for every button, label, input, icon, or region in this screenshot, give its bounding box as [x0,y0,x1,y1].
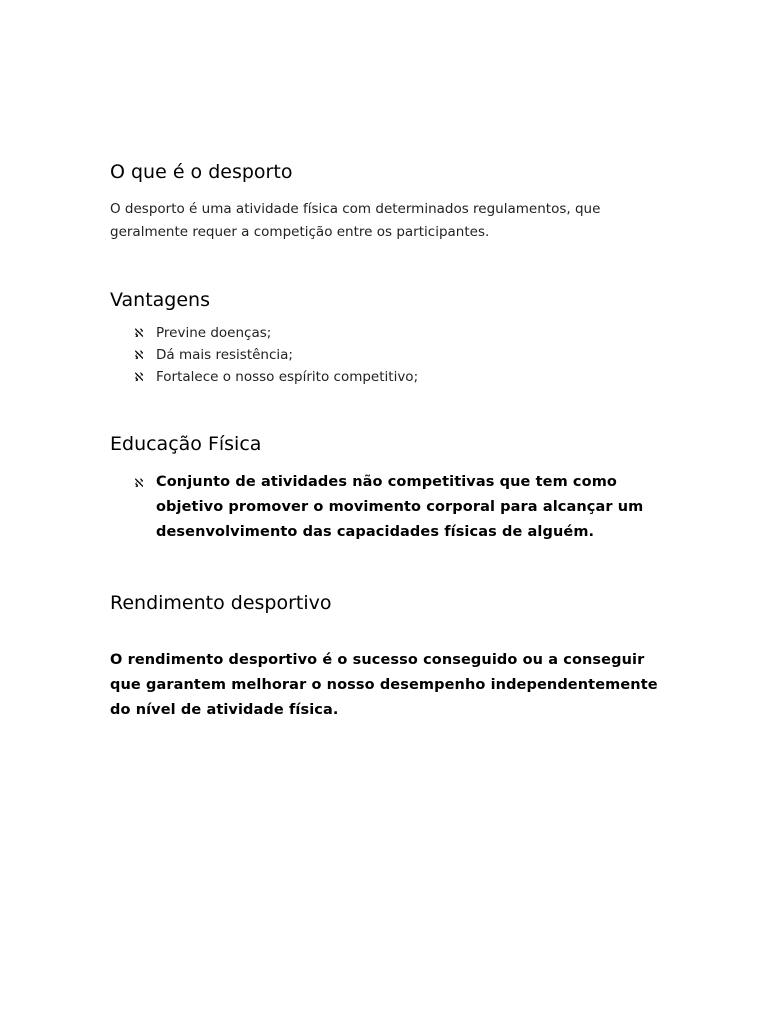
paragraph-line: do nível de atividade física. [110,702,339,718]
list-item-line: objetivo promover o movimento corporal para alcançar um [156,499,644,515]
aleph-bullet-icon: ℵ [134,370,144,384]
desporto-definition [110,198,670,244]
vantagens-list-container [130,322,690,388]
list-item-text: Fortalece o nosso espírito competitivo; [156,369,419,385]
list-item-line: Conjunto de atividades não competitivas que tem como [156,474,617,490]
section-heading-desporto: O que é o desporto [110,161,293,183]
list-item [130,366,690,388]
list-item [130,470,690,545]
list-item-line: desenvolvimento das capacidades físicas de alguém. [156,524,595,540]
list-item-text: Previne doenças; [156,325,272,341]
list-item-text: Dá mais resistência; [156,347,293,363]
list-item [130,322,690,344]
rendimento-definition [110,648,690,723]
aleph-bullet-icon: ℵ [134,476,144,490]
section-heading-rendimento: Rendimento desportivo [110,592,332,614]
paragraph-line: geralmente requer a competição entre os participantes. [110,224,490,240]
section-heading-vantagens: Vantagens [110,289,210,311]
section-heading-educacao-fisica: Educação Física [110,433,262,455]
educacao-fisica-list [130,470,690,545]
paragraph-line: que garantem melhorar o nosso desempenho independentemente [110,677,658,693]
list-item [130,344,690,366]
aleph-bullet-icon: ℵ [134,348,144,362]
paragraph-line: O desporto é uma atividade física com determinados regulamentos, que [110,201,601,217]
aleph-bullet-icon: ℵ [134,326,144,340]
educacao-fisica-list-container [130,470,690,545]
vantagens-list [130,322,690,388]
paragraph-line: O rendimento desportivo é o sucesso conseguido ou a conseguir [110,652,645,668]
